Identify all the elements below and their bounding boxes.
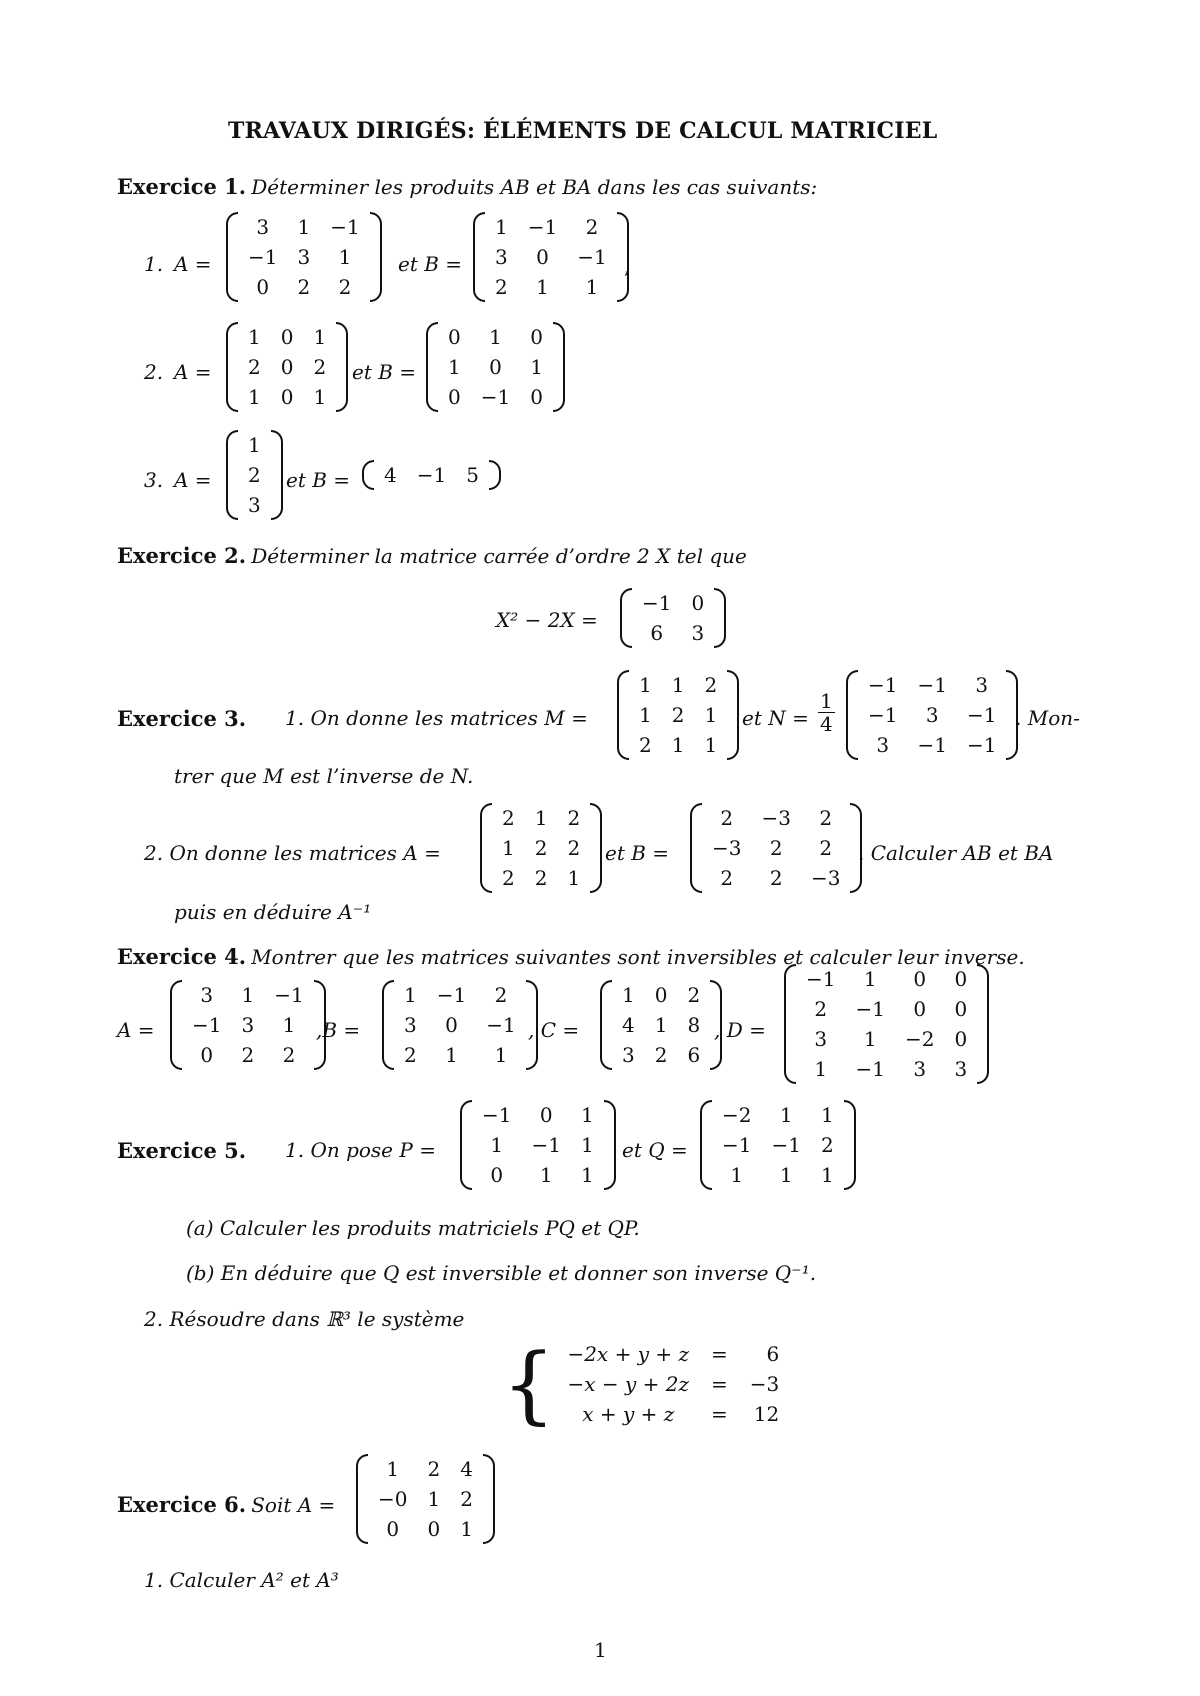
matrix-cell: 3	[248, 493, 261, 517]
left-brace-icon: {	[502, 1335, 556, 1433]
matrix-cell: 3	[954, 1057, 968, 1081]
ex2-equation-lhs: X² − 2X =	[496, 608, 598, 632]
ex4-matrix-C	[600, 980, 722, 1070]
ex3-item1-continuation: trer que M est l’inverse de N.	[174, 764, 474, 788]
matrix-cell: 1	[704, 733, 718, 757]
ex3-matrix-A	[480, 803, 602, 893]
ex1-item2-matrix-B	[426, 322, 565, 412]
matrix-cell: −1	[527, 215, 558, 239]
matrix-cell: 1	[489, 325, 502, 349]
matrix-cell: 3	[876, 733, 890, 757]
matrix-cell: 1	[730, 1163, 744, 1187]
ex4-D-label: , D =	[714, 1018, 766, 1042]
matrix-cell: 1	[502, 836, 515, 860]
system-lhs: −x − y + 2z	[567, 1372, 689, 1396]
ex3-etB: et B =	[605, 841, 670, 865]
ex4-A-label: A =	[117, 1018, 155, 1042]
system-equals: =	[711, 1372, 728, 1396]
exercise-3-heading: Exercice 3.	[117, 706, 247, 731]
left-paren-icon	[226, 212, 238, 302]
left-paren-icon	[784, 964, 796, 1084]
matrix-cell: 4	[622, 1013, 635, 1037]
matrix-cell: −1	[274, 983, 304, 1007]
matrix-cell: −3	[712, 836, 742, 860]
left-paren-icon	[170, 980, 182, 1070]
matrix-cell: 1	[445, 1043, 458, 1067]
matrix-cell: 2	[338, 275, 352, 299]
ex5-etQ: et Q =	[622, 1138, 688, 1162]
left-paren-icon	[620, 588, 632, 648]
matrix-cell: 2	[248, 355, 261, 379]
matrix-cell: 1	[536, 275, 549, 299]
matrix-cell: 2	[820, 1133, 834, 1157]
matrix-cell: 2	[494, 983, 508, 1007]
matrix-cell: 1	[580, 1133, 594, 1157]
matrix-cell: 3	[241, 1013, 255, 1037]
ex1-item3-matrix-A	[226, 430, 283, 520]
matrix-cell: 1	[539, 1163, 553, 1187]
matrix-cell: −1	[642, 591, 672, 615]
matrix-cell: 1	[241, 983, 255, 1007]
ex2-matrix	[620, 588, 726, 648]
matrix-cell: 1	[313, 325, 327, 349]
matrix-cell: 2	[654, 1043, 668, 1067]
left-paren-icon	[356, 1454, 368, 1544]
matrix-cell: −1	[192, 1013, 222, 1037]
ex4-C-label: , C =	[528, 1018, 580, 1042]
matrix-cell: 1	[427, 1487, 441, 1511]
matrix-cell: −2	[904, 1027, 935, 1051]
right-paren-icon	[727, 670, 739, 760]
matrix-cell: −0	[378, 1487, 408, 1511]
ex5-linear-system	[502, 1335, 791, 1433]
matrix-cell: 0	[954, 967, 968, 991]
ex4-matrix-B	[382, 980, 538, 1070]
exercise-5-heading: Exercice 5.	[117, 1138, 247, 1163]
ex1-item2-label: 2.	[144, 360, 164, 384]
ex5-item-a: (a) Calculer les produits matriciels PQ et QP.	[186, 1216, 640, 1240]
matrix-cell: 0	[539, 1103, 553, 1127]
matrix-cell: 0	[489, 355, 502, 379]
matrix-cell: 1	[639, 703, 652, 727]
ex3-item2-continuation: puis en déduire A⁻¹	[174, 900, 372, 924]
matrix-cell: 2	[720, 866, 734, 890]
left-paren-icon	[617, 670, 629, 760]
matrix-cell: −1	[917, 673, 947, 697]
matrix-cell: −1	[966, 703, 997, 727]
right-paren-icon	[336, 322, 348, 412]
ex3-item2-text: 2. On donne les matrices A =	[144, 841, 441, 865]
matrix-cell: 2	[671, 703, 685, 727]
exercise-2-statement	[117, 543, 747, 568]
ex1-item2-matrix-A	[226, 322, 348, 412]
ex4-matrix-A	[170, 980, 326, 1070]
matrix-cell: 2	[502, 866, 515, 890]
fraction-denominator: 4	[820, 712, 833, 736]
matrix-cell: 1	[820, 1103, 834, 1127]
matrix-cell: 1	[282, 1013, 296, 1037]
ex1-item1-label: 1.	[144, 252, 164, 276]
matrix-cell: 2	[534, 836, 548, 860]
ex1-item1-matrix-B	[473, 212, 629, 302]
ex5-matrix-Q	[700, 1100, 856, 1190]
matrix-cell: 2	[460, 1487, 473, 1511]
matrix-cell: 3	[975, 673, 989, 697]
exercise-1-statement	[117, 174, 817, 199]
matrix-cell: 0	[654, 983, 668, 1007]
matrix-cell: 2	[639, 733, 652, 757]
matrix-cell: 0	[913, 997, 927, 1021]
matrix-cell: 1	[297, 215, 311, 239]
matrix-cell: −1	[486, 1013, 516, 1037]
matrix-cell: −1	[966, 733, 997, 757]
left-paren-icon	[362, 460, 374, 490]
matrix-cell: −1	[855, 997, 885, 1021]
matrix-cell: 2	[567, 836, 581, 860]
system-rhs: −3	[749, 1372, 780, 1396]
matrix-cell: 2	[248, 463, 261, 487]
matrix-cell: 2	[282, 1043, 296, 1067]
ex1-item2-B-label: et B =	[352, 360, 417, 384]
left-paren-icon	[226, 430, 238, 520]
matrix-cell: 2	[427, 1457, 441, 1481]
matrix-cell: 1	[820, 1163, 834, 1187]
right-paren-icon	[977, 964, 989, 1084]
ex1-item1-A-label: A =	[174, 252, 212, 276]
matrix-cell: 1	[779, 1103, 793, 1127]
matrix-cell: 2	[819, 806, 833, 830]
matrix-cell: 1	[530, 355, 543, 379]
right-paren-icon	[271, 430, 283, 520]
system-equations	[555, 1338, 791, 1430]
matrix-cell: 0	[200, 1043, 214, 1067]
ex5-item1-text: 1. On pose P =	[285, 1138, 436, 1162]
left-paren-icon	[426, 322, 438, 412]
matrix-cell: 3	[913, 1057, 927, 1081]
matrix-cell: 6	[650, 621, 664, 645]
ex1-item1-matrix-A	[226, 212, 382, 302]
matrix-cell: −1	[482, 1103, 512, 1127]
exercise-6-heading: Exercice 6.	[117, 1492, 247, 1517]
right-paren-icon	[604, 1100, 616, 1190]
left-paren-icon	[480, 803, 492, 893]
matrix-cell: −1	[855, 1057, 885, 1081]
matrix-cell: 6	[687, 1043, 701, 1067]
matrix-cell: 2	[769, 836, 783, 860]
matrix-cell: −1	[330, 215, 360, 239]
matrix-cell: 2	[687, 983, 701, 1007]
matrix-cell: 1	[495, 215, 508, 239]
ex6-item1: 1. Calculer A² et A³	[144, 1568, 339, 1592]
ex3-item1-text: 1. On donne les matrices M =	[285, 706, 588, 730]
matrix-cell: 1	[460, 1517, 473, 1541]
matrix-cell: 1	[585, 275, 599, 299]
matrix-cell: 2	[495, 275, 508, 299]
exercise-4-text: Montrer que les matrices suivantes sont inversibles et calculer leur inverse.	[251, 945, 1025, 969]
ex1-item3-label: 3.	[144, 468, 164, 492]
left-paren-icon	[460, 1100, 472, 1190]
matrix-cell: −1	[480, 385, 511, 409]
matrix-cell: 5	[466, 463, 479, 487]
right-paren-icon	[370, 212, 382, 302]
matrix-cell: 2	[404, 1043, 417, 1067]
matrix-cell: 1	[248, 385, 261, 409]
ex3-item2-post: . Calculer AB et BA	[858, 841, 1054, 865]
ex3-fraction	[818, 690, 835, 735]
matrix-cell: 3	[495, 245, 508, 269]
ex3-matrix-B	[690, 803, 862, 893]
matrix-cell: 1	[386, 1457, 400, 1481]
matrix-cell: −1	[416, 463, 447, 487]
matrix-cell: 3	[691, 621, 705, 645]
matrix-cell: 4	[384, 463, 397, 487]
matrix-cell: −1	[436, 983, 467, 1007]
matrix-cell: −1	[868, 703, 898, 727]
exercise-2-heading: Exercice 2.	[117, 543, 247, 568]
matrix-cell: −1	[531, 1133, 561, 1157]
matrix-cell: 2	[720, 806, 734, 830]
system-equals: =	[711, 1342, 728, 1366]
ex3-matrix-M	[617, 670, 739, 760]
system-equals: =	[711, 1402, 728, 1426]
matrix-cell: 1	[494, 1043, 508, 1067]
matrix-cell: −3	[761, 806, 791, 830]
left-paren-icon	[700, 1100, 712, 1190]
ex1-item3-matrix-B	[362, 460, 501, 490]
matrix-cell: 1	[863, 1027, 877, 1051]
matrix-cell: 1	[338, 245, 352, 269]
matrix-cell: 1	[639, 673, 652, 697]
right-paren-icon	[844, 1100, 856, 1190]
matrix-cell: 1	[248, 325, 261, 349]
matrix-cell: −1	[917, 733, 947, 757]
right-paren-icon	[483, 1454, 495, 1544]
matrix-cell: 0	[445, 1013, 458, 1037]
matrix-cell: 3	[256, 215, 270, 239]
ex3-item1-post: . Mon-	[1015, 706, 1080, 730]
ex5-matrix-P	[460, 1100, 616, 1190]
matrix-cell: 0	[691, 591, 705, 615]
matrix-cell: 2	[297, 275, 311, 299]
right-paren-icon	[489, 460, 501, 490]
matrix-cell: 2	[313, 355, 327, 379]
ex4-B-label: ,B =	[316, 1018, 361, 1042]
matrix-cell: 1	[567, 866, 581, 890]
matrix-cell: 1	[622, 983, 635, 1007]
matrix-cell: −2	[722, 1103, 752, 1127]
matrix-cell: 1	[704, 703, 718, 727]
left-paren-icon	[600, 980, 612, 1070]
fraction-numerator: 1	[820, 689, 833, 713]
matrix-cell: 0	[280, 355, 294, 379]
matrix-cell: 0	[490, 1163, 504, 1187]
matrix-cell: 3	[925, 703, 939, 727]
ex1-item1-comma: ,	[624, 254, 631, 278]
right-paren-icon	[590, 803, 602, 893]
matrix-cell: 2	[241, 1043, 255, 1067]
matrix-cell: 2	[502, 806, 515, 830]
matrix-cell: 1	[671, 733, 685, 757]
system-lhs: x + y + z	[582, 1402, 675, 1426]
ex1-item3-A-label: A =	[174, 468, 212, 492]
matrix-cell: 0	[536, 245, 549, 269]
exercise-1-heading: Exercice 1.	[117, 174, 247, 199]
matrix-cell: 2	[819, 836, 833, 860]
left-paren-icon	[382, 980, 394, 1070]
matrix-cell: −1	[577, 245, 607, 269]
matrix-cell: 2	[769, 866, 783, 890]
right-paren-icon	[553, 322, 565, 412]
exercise-2-text: Déterminer la matrice carrée d’ordre 2 X tel que	[251, 544, 747, 568]
ex1-item2-A-label: A =	[174, 360, 212, 384]
matrix-cell: 1	[313, 385, 327, 409]
ex1-item1-B-label: et B =	[398, 252, 463, 276]
matrix-cell: 1	[814, 1057, 828, 1081]
matrix-cell: 0	[427, 1517, 441, 1541]
left-paren-icon	[226, 322, 238, 412]
page-title: TRAVAUX DIRIGÉS: ÉLÉMENTS DE CALCUL MATRICIEL	[228, 118, 938, 144]
left-paren-icon	[846, 670, 858, 760]
matrix-cell: −1	[771, 1133, 801, 1157]
matrix-cell: 1	[248, 433, 261, 457]
exercise-6-statement	[117, 1492, 335, 1517]
matrix-cell: 1	[490, 1133, 504, 1157]
matrix-cell: 0	[530, 385, 543, 409]
left-paren-icon	[690, 803, 702, 893]
matrix-cell: 1	[671, 673, 685, 697]
matrix-cell: −1	[248, 245, 278, 269]
matrix-cell: 0	[386, 1517, 400, 1541]
matrix-cell: 3	[200, 983, 214, 1007]
matrix-cell: 0	[448, 325, 461, 349]
matrix-cell: 2	[814, 997, 828, 1021]
matrix-cell: 2	[585, 215, 599, 239]
matrix-cell: 0	[954, 1027, 968, 1051]
matrix-cell: 3	[297, 245, 311, 269]
page-number: 1	[594, 1638, 607, 1662]
matrix-cell: −1	[806, 967, 836, 991]
ex1-item3-B-label: et B =	[286, 468, 351, 492]
matrix-cell: 0	[530, 325, 543, 349]
matrix-cell: 2	[704, 673, 718, 697]
matrix-cell: 0	[256, 275, 270, 299]
matrix-cell: 3	[622, 1043, 635, 1067]
matrix-cell: 0	[954, 997, 968, 1021]
system-rhs: 12	[753, 1402, 780, 1426]
system-lhs: −2x + y + z	[567, 1342, 689, 1366]
ex3-matrix-N	[846, 670, 1018, 760]
matrix-cell: 2	[567, 806, 581, 830]
matrix-cell: 0	[913, 967, 927, 991]
matrix-cell: 3	[404, 1013, 417, 1037]
matrix-cell: −1	[868, 673, 898, 697]
matrix-cell: 8	[687, 1013, 701, 1037]
matrix-cell: 3	[814, 1027, 828, 1051]
exercise-4-heading: Exercice 4.	[117, 944, 247, 969]
matrix-cell: 4	[460, 1457, 473, 1481]
left-paren-icon	[473, 212, 485, 302]
ex4-matrix-D	[784, 964, 989, 1084]
ex5-item2: 2. Résoudre dans ℝ³ le système	[144, 1307, 465, 1331]
matrix-cell: 1	[534, 806, 548, 830]
matrix-cell: 1	[863, 967, 877, 991]
ex6-matrix-A	[356, 1454, 495, 1544]
matrix-cell: 1	[580, 1163, 594, 1187]
matrix-cell: −3	[810, 866, 841, 890]
matrix-cell: 0	[280, 385, 294, 409]
exercise-6-text: Soit A =	[251, 1493, 336, 1517]
matrix-cell: 2	[534, 866, 548, 890]
matrix-cell: 1	[404, 983, 417, 1007]
matrix-cell: 1	[448, 355, 461, 379]
matrix-cell: 0	[280, 325, 294, 349]
ex3-etN: et N =	[742, 706, 809, 730]
matrix-cell: 0	[448, 385, 461, 409]
matrix-cell: −1	[722, 1133, 752, 1157]
matrix-cell: 1	[654, 1013, 668, 1037]
matrix-cell: 1	[580, 1103, 594, 1127]
ex5-item-b: (b) En déduire que Q est inversible et donner son inverse Q⁻¹.	[186, 1261, 817, 1285]
exercise-1-text: Déterminer les produits AB et BA dans les cas suivants:	[251, 175, 818, 199]
system-rhs: 6	[766, 1342, 780, 1366]
right-paren-icon	[714, 588, 726, 648]
matrix-cell: 1	[779, 1163, 793, 1187]
